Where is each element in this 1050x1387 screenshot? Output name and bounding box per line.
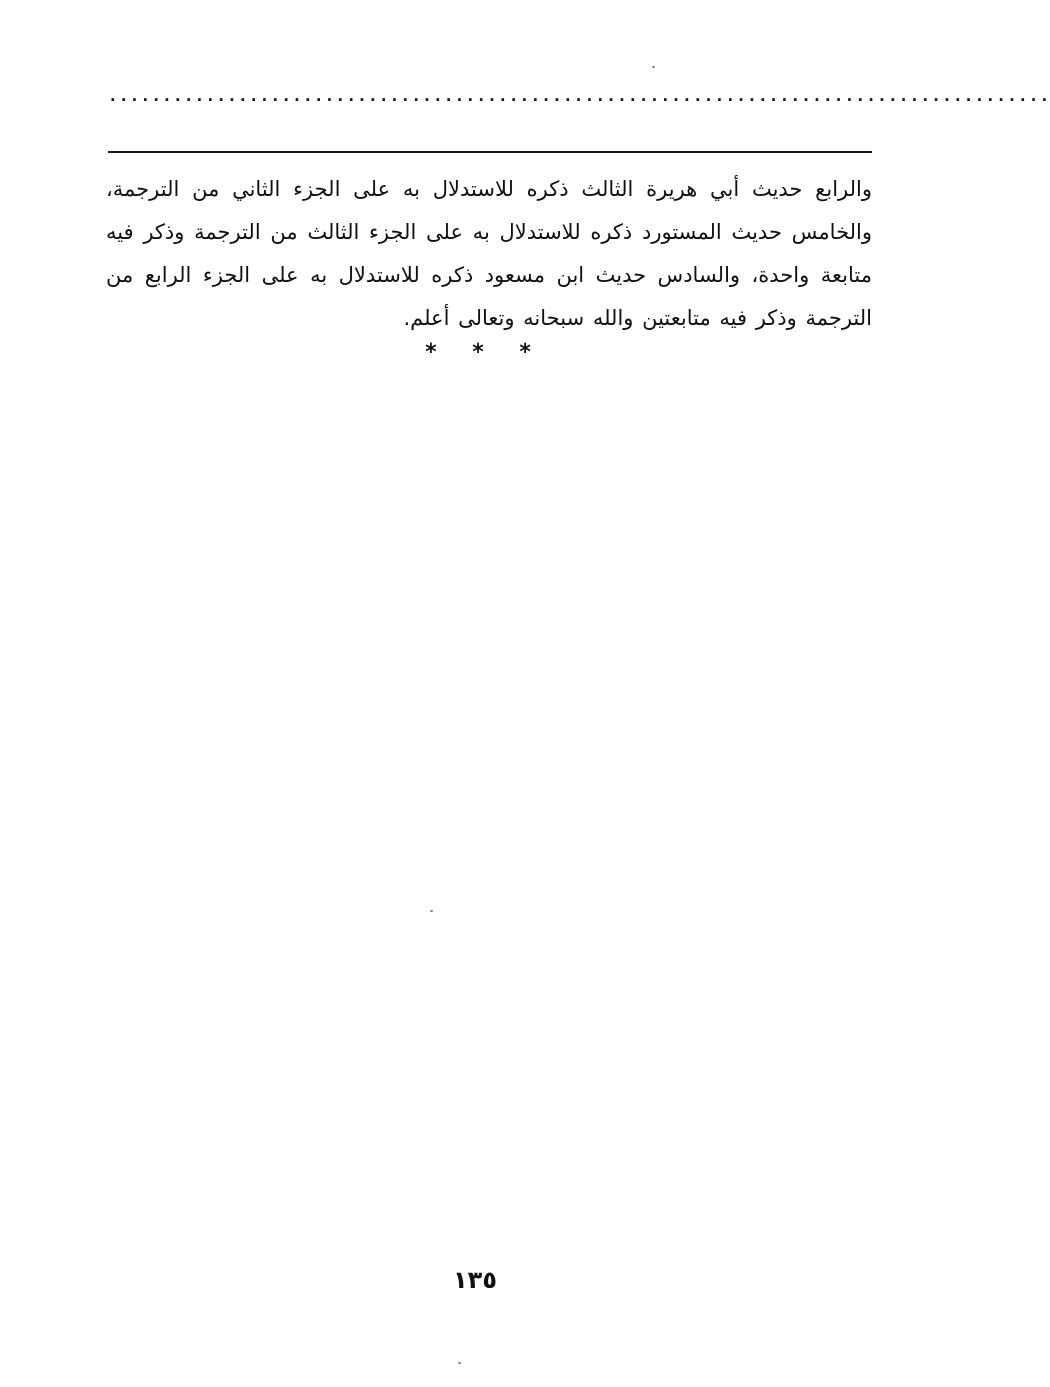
scan-speck — [652, 66, 655, 68]
scan-speck — [458, 1362, 461, 1364]
dotted-separator: ....................................................................................... — [108, 86, 1050, 105]
footnote-divider — [108, 151, 872, 153]
scan-speck — [430, 910, 433, 912]
page-number: ١٣٥ — [453, 1266, 497, 1294]
section-ornament: * * * — [425, 340, 545, 365]
body-paragraph: والرابع حديث أبي هريرة الثالث ذكره للاستدلال به على الجزء الثاني من الترجمة، والخامس حديث المستورد ذكره للاستدلال به على الجزء الثالث من الترجمة وذكر فيه متابعة واحدة، والسادس حديث ابن مسعود ذكره للاستدلال به على الجزء الرابع من الترجمة وذكر فيه متابعتين والله سبحانه وتعالى أعلم. — [106, 177, 872, 330]
